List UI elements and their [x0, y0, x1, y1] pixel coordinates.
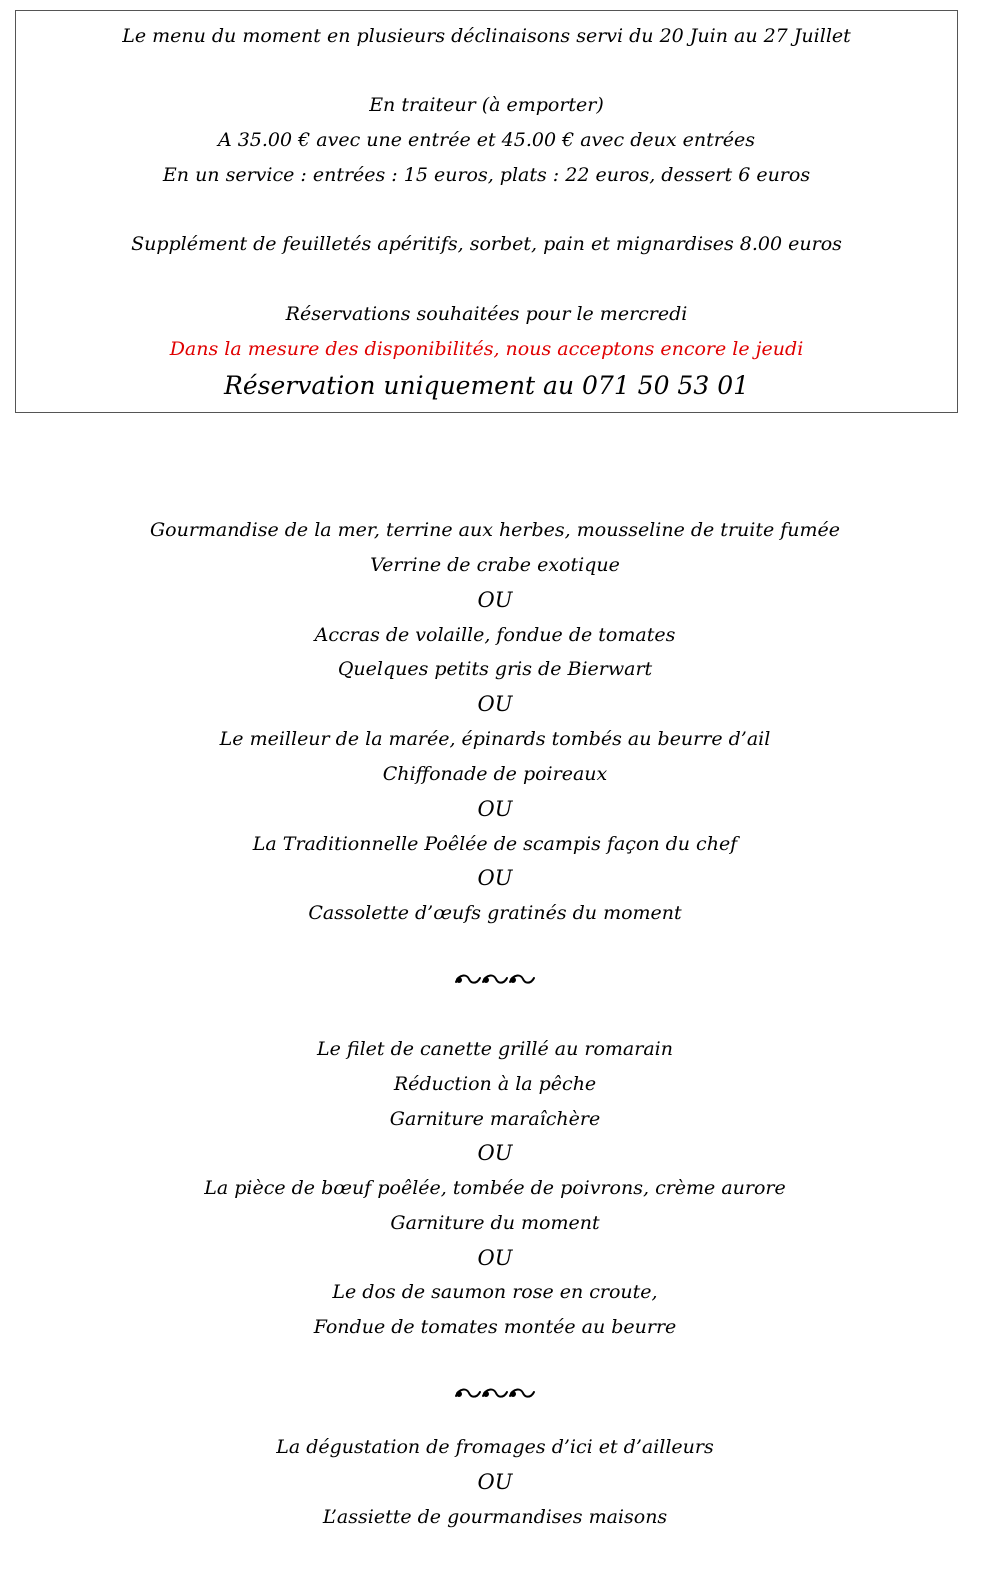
traiteur-text: En traiteur (à emporter)	[369, 94, 604, 116]
reservation-note-text: Réservations souhaitées pour le mercredi	[285, 303, 688, 325]
or-separator: OU	[477, 1141, 513, 1165]
or-separator: OU	[477, 797, 513, 821]
or-separator: OU	[477, 588, 513, 612]
entree-line: Chiffonade de poireaux	[382, 763, 608, 785]
plat-line: Fondue de tomates montée au beurre	[313, 1316, 677, 1338]
or-separator: OU	[477, 1470, 513, 1494]
plat-line: Garniture du moment	[390, 1212, 600, 1234]
supplement-text: Supplément de feuilletés apéritifs, sorbet, pain et mignardises 8.00 euros	[131, 233, 842, 255]
ornament-divider-icon	[453, 1384, 537, 1402]
entree-line: Quelques petits gris de Bierwart	[337, 658, 653, 680]
availability-note-text: Dans la mesure des disponibilités, nous acceptons encore le jeudi	[169, 338, 804, 360]
entree-line: Verrine de crabe exotique	[370, 554, 620, 576]
entree-line: Gourmandise de la mer, terrine aux herbes, mousseline de truite fumée	[149, 519, 841, 541]
entree-line: La Traditionnelle Poêlée de scampis façon du chef	[252, 833, 738, 855]
plat-line: Garniture maraîchère	[389, 1108, 601, 1130]
or-separator: OU	[477, 692, 513, 716]
takeaway-price-text: A 35.00 € avec une entrée et 45.00 € avec deux entrées	[217, 129, 756, 151]
plat-line: Le filet de canette grillé au romarain	[317, 1038, 673, 1060]
plat-line: Le dos de saumon rose en croute,	[332, 1281, 658, 1303]
entree-line: Accras de volaille, fondue de tomates	[314, 624, 676, 646]
ornament-divider-icon	[0, 970, 990, 994]
entree-line: Cassolette d’œufs gratinés du moment	[308, 902, 682, 924]
service-price-text: En un service : entrées : 15 euros, plats : 22 euros, dessert 6 euros	[162, 164, 811, 186]
intro-text: Le menu du moment en plusieurs déclinaisons servi du 20 Juin au 27 Juillet	[122, 25, 851, 47]
dessert-line: L’assiette de gourmandises maisons	[322, 1506, 668, 1528]
or-separator: OU	[477, 866, 513, 890]
ornament-divider-icon	[0, 1384, 990, 1408]
entree-line: Le meilleur de la marée, épinards tombés au beurre d’ail	[219, 728, 771, 750]
plat-line: Réduction à la pêche	[393, 1073, 597, 1095]
dessert-line: La dégustation de fromages d’ici et d’ailleurs	[276, 1436, 714, 1458]
ornament-divider-icon	[453, 970, 537, 988]
or-separator: OU	[477, 1246, 513, 1270]
reservation-phone-text: Réservation uniquement au 071 50 53 01	[224, 371, 749, 400]
plat-line: La pièce de bœuf poêlée, tombée de poivrons, crème aurore	[204, 1177, 786, 1199]
